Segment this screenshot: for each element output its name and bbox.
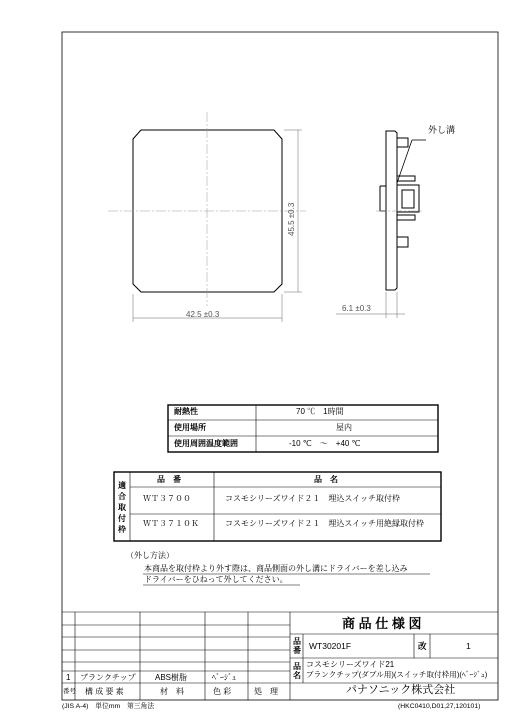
removal-note-line-2: ドライバーをひねって外してください。 <box>144 575 288 584</box>
removal-note-title: （外し方法） <box>126 551 174 560</box>
compat-row-1-code: ＷＴ３７００ <box>143 494 191 503</box>
product-name-line-1: コスモシリーズワイド21 <box>306 660 395 669</box>
compat-header-code: 品 番 <box>157 475 181 484</box>
header-number: 番号 <box>63 688 76 695</box>
depth-dimension: 6.1 ±0.3 <box>342 304 371 313</box>
part-material-cell: ABS樹脂 <box>155 673 188 682</box>
part-number: WT30201F <box>309 641 352 651</box>
header-treatment: 処 理 <box>254 687 278 696</box>
document-title: 商 品 仕 様 図 <box>342 616 422 631</box>
compat-header-name: 品 名 <box>314 475 338 484</box>
revision-number: 1 <box>466 641 471 651</box>
compat-side-label: 適 合 取 付 枠 <box>118 481 126 534</box>
side-view <box>380 131 419 290</box>
height-dimension: 45.5 ±0.3 <box>287 202 296 236</box>
spec-label-temperature: 使用周囲温度範囲 <box>174 439 238 448</box>
compat-row-2-name: コスモシリーズワイド２１ 埋込スイッチ用絶縁取付枠 <box>225 519 425 528</box>
spec-value-heat: 70 ℃ 1時間 <box>296 407 344 416</box>
width-dimension: 42.5 ±0.3 <box>186 310 220 319</box>
part-color-cell: ﾍﾞｰｼﾞｭ <box>212 673 236 682</box>
header-element: 構 成 要 素 <box>85 687 124 696</box>
revision-label: 改 <box>418 641 427 651</box>
header-material: 材 料 <box>160 687 184 696</box>
header-color: 色 彩 <box>213 687 232 696</box>
footer-right: (HKC0410,D01,27,120101) <box>398 703 481 710</box>
footer-left: (JIS A-4) 単位mm 第三角法 <box>62 703 155 710</box>
company-name: パナソニック株式会社 <box>346 684 456 696</box>
part-number-cell: 1 <box>66 673 71 682</box>
compat-row-2-code: ＷＴ３７１０Ｋ <box>143 519 199 528</box>
removal-note-line-1: 本商品を取付枠より外す際は、商品側面の外し溝にドライバーを差し込み <box>144 564 408 573</box>
part-element-cell: ブランクチップ <box>80 673 136 682</box>
spec-value-temperature: -10 ℃ ～ +40 ℃ <box>289 439 361 448</box>
spec-label-heat: 耐熱性 <box>174 407 198 416</box>
compat-row-1-name: コスモシリーズワイド２１ 埋込スイッチ取付枠 <box>225 494 401 503</box>
groove-label: 外し溝 <box>428 125 456 135</box>
spec-label-location: 使用場所 <box>174 423 206 432</box>
part-no-label: 品番 <box>293 637 301 655</box>
spec-value-location: 屋内 <box>336 423 352 432</box>
product-name-label: 品名 <box>293 662 301 680</box>
product-name-line-2: ブランクチップ(ダブル用)(スイッチ取付枠用)(ﾍﾞｰｼﾞｭ) <box>306 670 488 679</box>
